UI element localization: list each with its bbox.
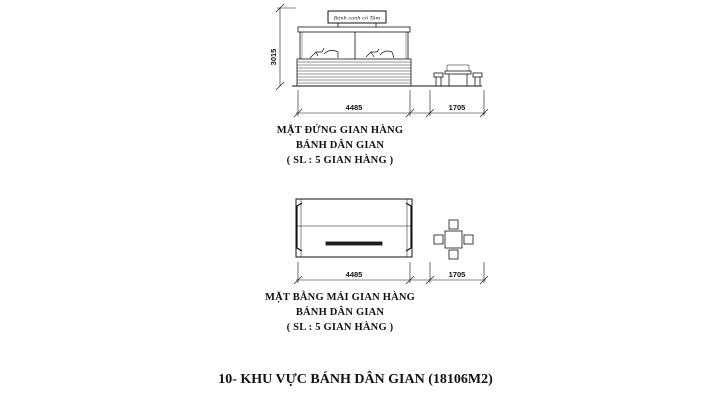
table-elevation: [434, 65, 482, 86]
chair-plan: [434, 235, 443, 244]
page-title: 10- KHU VỰC BÁNH DÂN GIAN (18106M2): [218, 372, 493, 387]
roof-outline: [296, 199, 412, 257]
booth-elevation: [292, 11, 482, 86]
counter-item: [324, 50, 338, 58]
elevation-caption: [240, 123, 440, 168]
counter-item: [380, 51, 394, 58]
counter-item: [366, 49, 379, 57]
dim-table-width: 1705: [448, 103, 466, 112]
caption-line: BÁNH DÂN GIAN: [295, 307, 385, 318]
caption-line: MẶT BẰNG MÁI GIAN HÀNG: [264, 292, 416, 303]
chair-plan: [464, 235, 473, 244]
dim-booth-width: 4485: [345, 270, 363, 279]
elevation-counter: [297, 59, 411, 86]
booth-roof-plan: [296, 199, 412, 257]
caption-line: ( SL : 5 GIAN HÀNG ): [286, 155, 394, 166]
caption-line: ( SL : 5 GIAN HÀNG ): [286, 322, 394, 333]
elevation-roof: [298, 27, 410, 32]
roof-gutter: [326, 242, 382, 245]
caption-line: BÁNH DÂN GIAN: [295, 140, 385, 151]
chair-right: [473, 73, 482, 77]
chair-plan: [449, 220, 458, 229]
dim-table-width: 1705: [448, 270, 466, 279]
roof-plan-caption: [230, 290, 450, 335]
sign-board-text: Bánh canh cô Tâm: [333, 15, 381, 22]
counter-item: [310, 48, 324, 58]
chair-plan: [449, 250, 458, 259]
table-top: [445, 231, 462, 248]
chair-left: [434, 73, 443, 77]
dim-height: 3015: [269, 48, 278, 66]
table-plan: [434, 220, 473, 259]
dim-booth-width: 4485: [345, 103, 363, 112]
caption-line: MẶT ĐỨNG GIAN HÀNG: [276, 125, 404, 136]
